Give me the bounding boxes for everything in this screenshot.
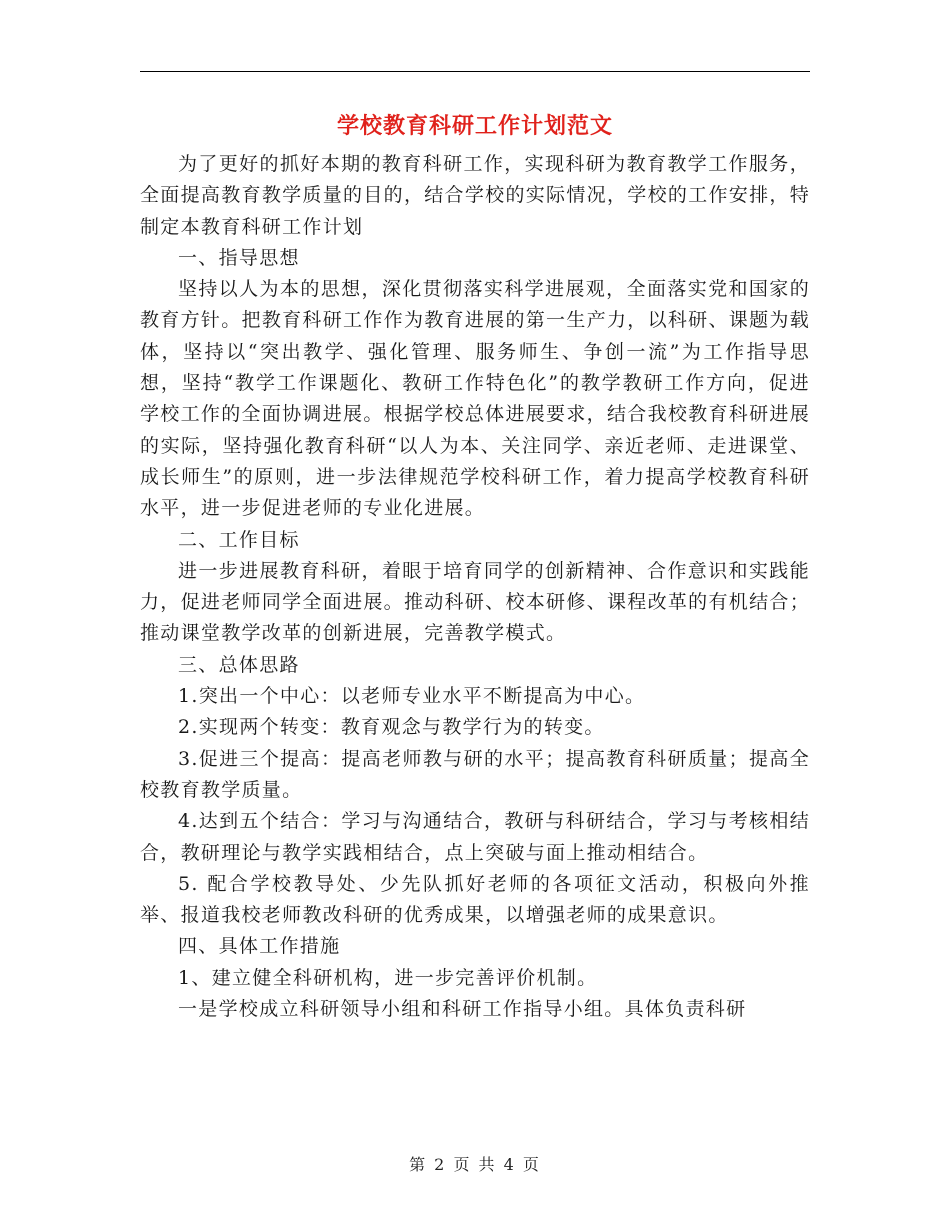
heading-work-goals: 二、工作目标 <box>178 528 300 551</box>
paragraph-intro: 为了更好的抓好本期的教育科研工作，实现科研为教育教学工作服务，全面提高教育教学质量的目的，结合学校的实际情况，学校的工作安排，特制定本教育科研工作计划 <box>140 153 810 238</box>
paragraph-guiding-ideology: 坚持以人为本的思想，深化贯彻落实科学进展观，全面落实党和国家的教育方针。把教育科研工作作为教育进展的第一生产力，以科研、课题为载体，坚持以“突出教学、强化管理、服务师生、争创一流”为工作指导思想，坚持“教学工作课题化、教研工作特色化”的教学教研工作方向，促进学校工作的全面协调进展。根据学校总体进展要求，结合我校教育科研进展的实际，坚持强化教育科研“以人为本、关注同学、亲近老师、走进课堂、成长师生”的原则，进一步法律规范学校科研工作，着力提高学校教育科研水平，进一步促进老师的专业化进展。 <box>140 278 810 520</box>
list-item-2: 2.实现两个转变：教育观念与教学行为的转变。 <box>178 716 605 739</box>
heading-overall-approach: 三、总体思路 <box>178 653 300 676</box>
header-rule <box>140 71 810 72</box>
document-body <box>140 149 810 1025</box>
paragraph-measure-detail: 一是学校成立科研领导小组和科研工作指导小组。具体负责科研 <box>178 998 747 1021</box>
document-title: 学校教育科研工作计划范文 <box>336 113 613 139</box>
heading-specific-measures: 四、具体工作措施 <box>178 935 341 958</box>
list-item-4: 4.达到五个结合：学习与沟通结合，教研与科研结合，学习与考核相结合，教研理论与教学实践相结合，点上突破与面上推动相结合。 <box>140 810 810 864</box>
list-item-3: 3.促进三个提高：提高老师教与研的水平；提高教育科研质量；提高全校教育教学质量。 <box>140 747 810 801</box>
paragraph-work-goals: 进一步进展教育科研，着眼于培育同学的创新精神、合作意识和实践能力，促进老师同学全面进展。推动科研、校本研修、课程改革的有机结合；推动课堂教学改革的创新进展，完善教学模式。 <box>140 559 810 645</box>
heading-guiding-ideology: 一、指导思想 <box>178 246 300 269</box>
measure-item-1: 1、建立健全科研机构，进一步完善评价机制。 <box>178 966 598 989</box>
page-number: 第 2 页 共 4 页 <box>409 1155 541 1174</box>
list-item-5: 5. 配合学校教导处、少先队抓好老师的各项征文活动，积极向外推举、报道我校老师教改科研的优秀成果，以增强老师的成果意识。 <box>140 872 810 927</box>
list-item-1: 1.突出一个中心：以老师专业水平不断提高为中心。 <box>178 685 646 708</box>
